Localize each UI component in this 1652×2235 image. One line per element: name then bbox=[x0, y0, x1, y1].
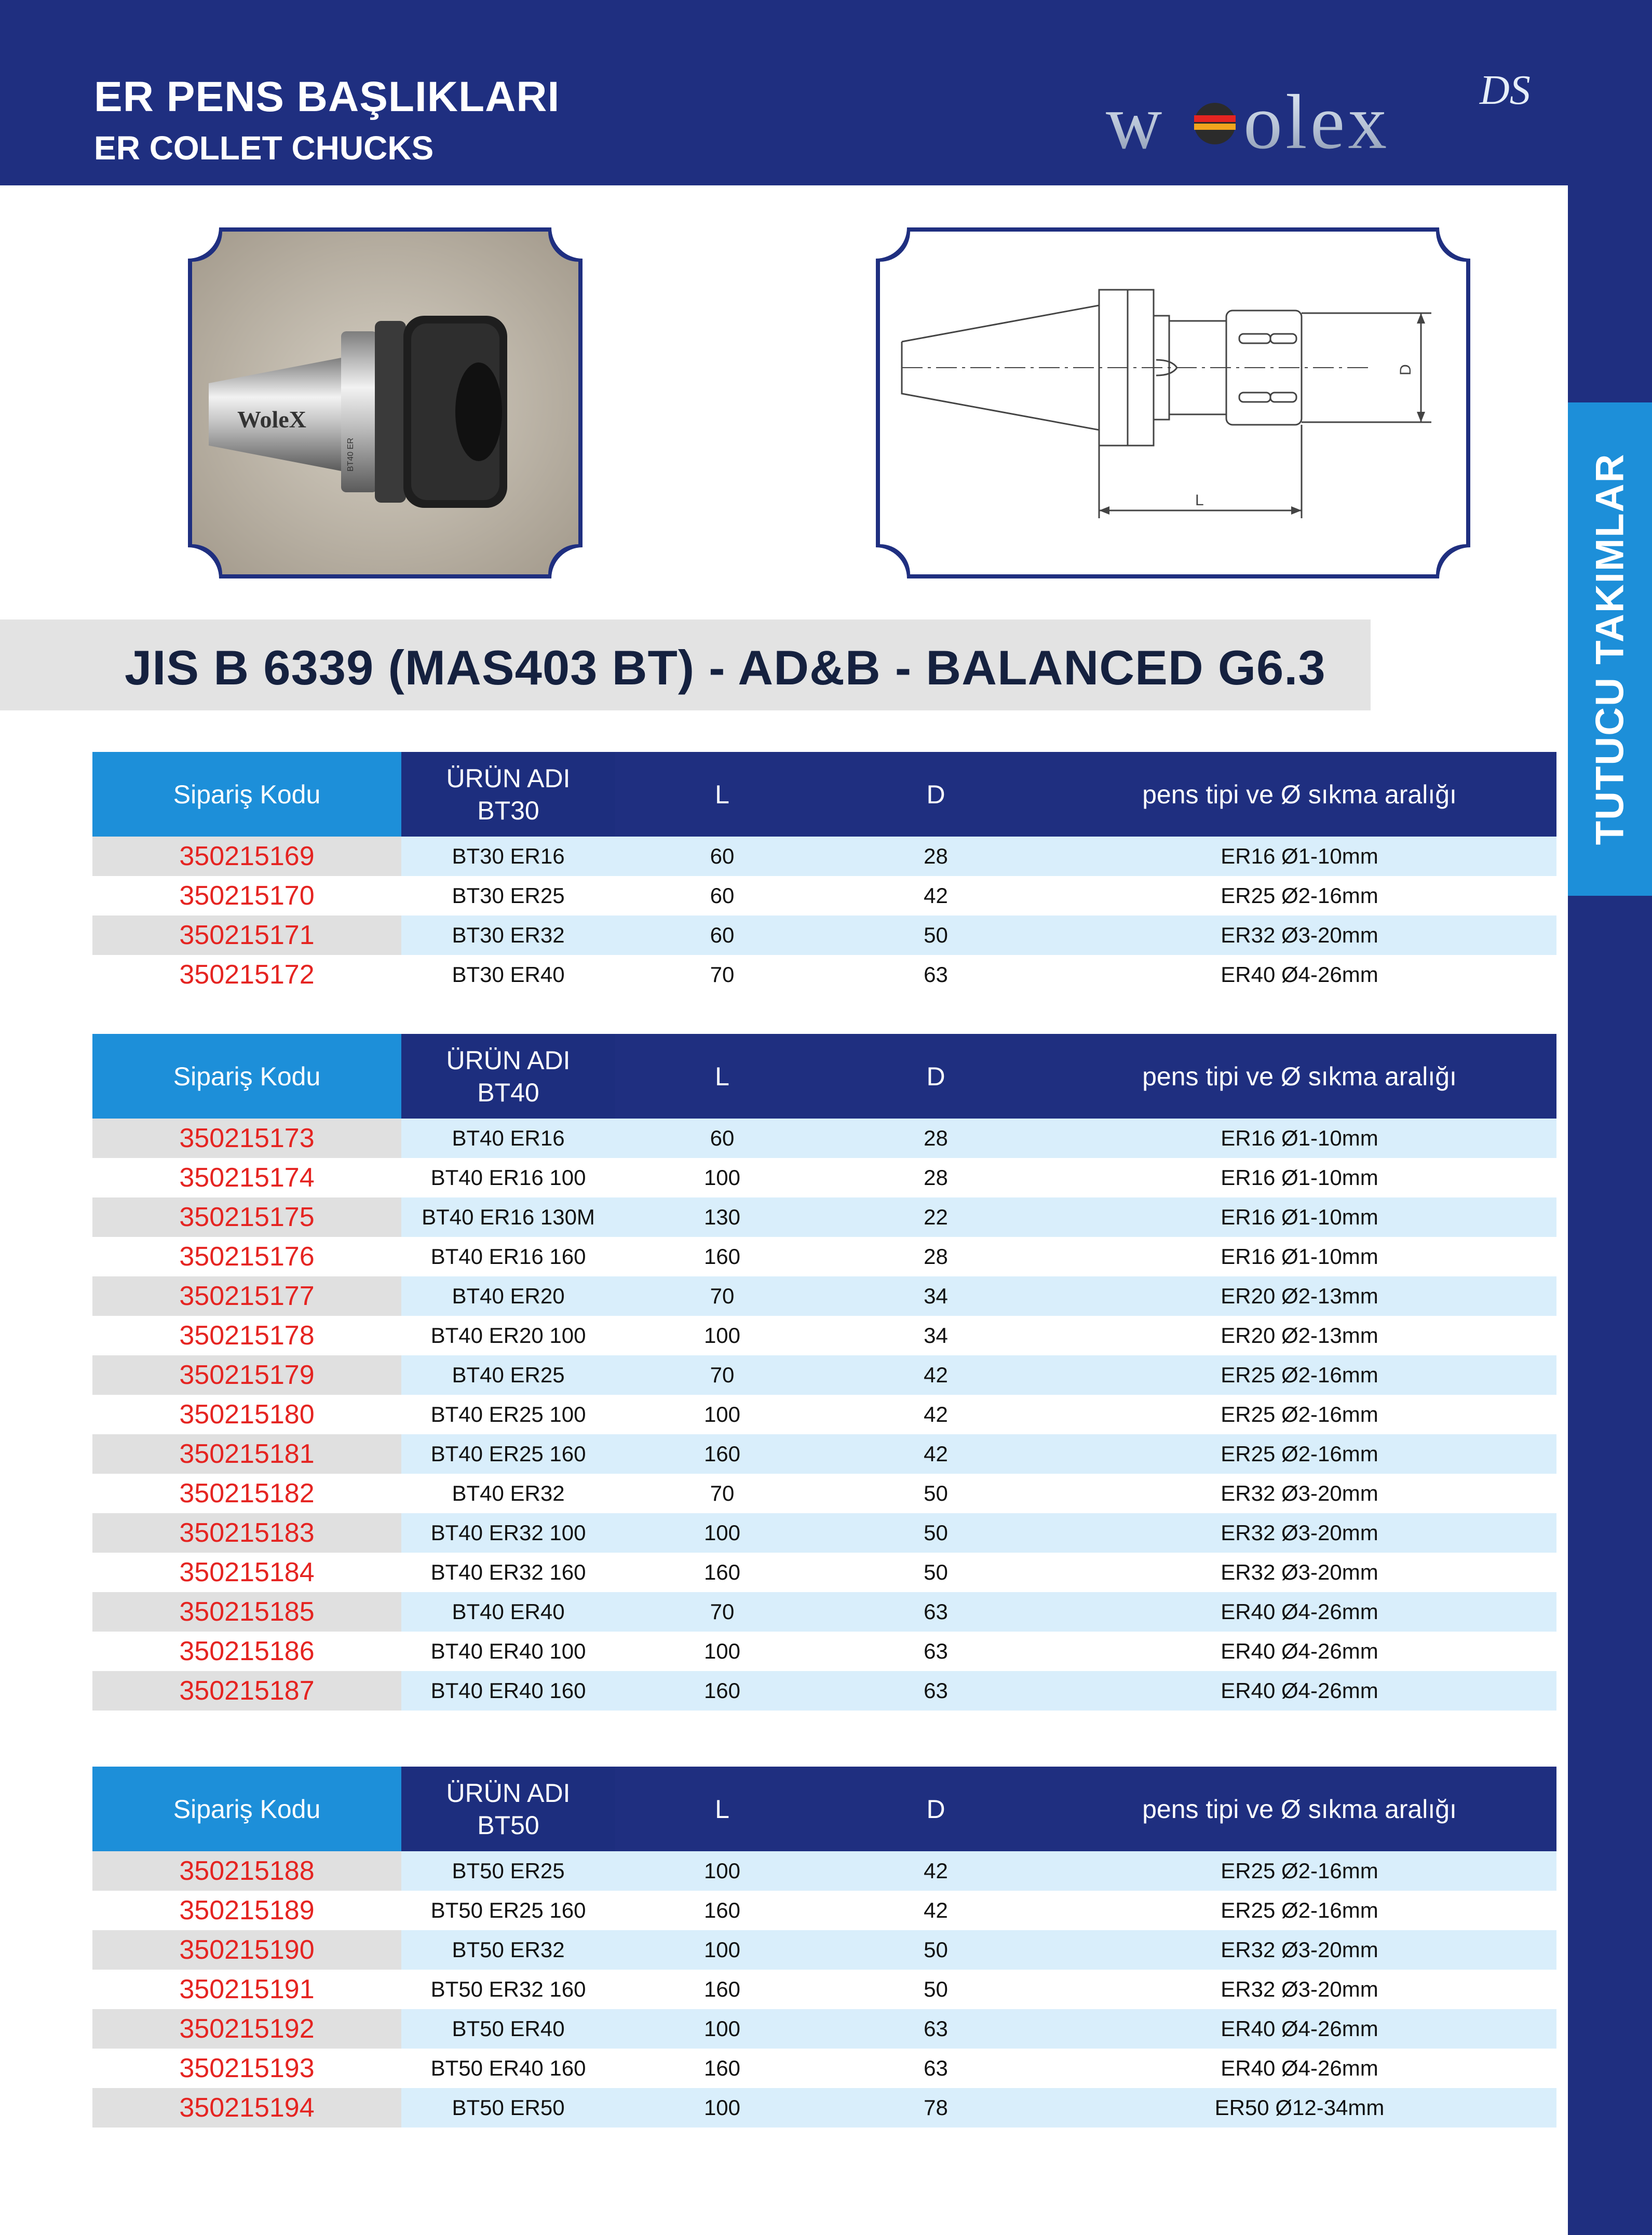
table-row bbox=[92, 1158, 1556, 1197]
order-code-cell: 350215182 bbox=[92, 1474, 401, 1513]
product-name-cell: BT30 ER25 bbox=[401, 876, 615, 915]
order-code-cell: 350215190 bbox=[92, 1930, 401, 1970]
product-name-cell: BT50 ER50 bbox=[401, 2088, 615, 2128]
l-value-cell: 100 bbox=[615, 1513, 829, 1553]
order-code-cell: 350215171 bbox=[92, 915, 401, 955]
order-code-cell: 350215172 bbox=[92, 955, 401, 994]
d-value-cell: 50 bbox=[829, 1930, 1042, 1970]
header-collet-range: pens tipi ve Ø sıkma aralığı bbox=[1042, 1767, 1556, 1851]
order-code-cell: 350215169 bbox=[92, 837, 401, 876]
l-value-cell: 100 bbox=[615, 2009, 829, 2049]
d-value-cell: 42 bbox=[829, 1891, 1042, 1930]
product-name-cell: BT40 ER32 100 bbox=[401, 1513, 615, 1553]
table-row bbox=[92, 1553, 1556, 1592]
l-value-cell: 60 bbox=[615, 915, 829, 955]
d-value-cell: 63 bbox=[829, 1671, 1042, 1711]
table-header bbox=[92, 752, 1556, 837]
table-body bbox=[92, 1119, 1556, 1711]
product-name-cell: BT50 ER25 bbox=[401, 1851, 615, 1891]
collet-range-cell: ER20 Ø2-13mm bbox=[1042, 1276, 1556, 1316]
collet-range-cell: ER25 Ø2-16mm bbox=[1042, 1395, 1556, 1434]
order-code-cell: 350215180 bbox=[92, 1395, 401, 1434]
l-value-cell: 160 bbox=[615, 2049, 829, 2088]
order-code-cell: 350215178 bbox=[92, 1316, 401, 1355]
order-code-cell: 350215170 bbox=[92, 876, 401, 915]
collet-range-cell: ER40 Ø4-26mm bbox=[1042, 1671, 1556, 1711]
header-product-name-line2: BT50 bbox=[477, 1810, 539, 1840]
drawing-label-l: L bbox=[1195, 492, 1204, 509]
svg-text:DS: DS bbox=[1480, 68, 1531, 113]
table-row bbox=[92, 1632, 1556, 1671]
d-value-cell: 42 bbox=[829, 876, 1042, 915]
d-value-cell: 42 bbox=[829, 1395, 1042, 1434]
header-product-name-line1: ÜRÜN ADI bbox=[446, 1778, 571, 1808]
table-bt50 bbox=[92, 1767, 1556, 2128]
order-code-cell: 350215191 bbox=[92, 1970, 401, 2009]
l-value-cell: 100 bbox=[615, 1158, 829, 1197]
d-value-cell: 28 bbox=[829, 837, 1042, 876]
order-code-cell: 350215187 bbox=[92, 1671, 401, 1711]
product-name-cell: BT40 ER40 160 bbox=[401, 1671, 615, 1711]
d-value-cell: 34 bbox=[829, 1316, 1042, 1355]
product-name-cell: BT40 ER40 100 bbox=[401, 1632, 615, 1671]
table-row bbox=[92, 1316, 1556, 1355]
product-name-cell: BT50 ER32 160 bbox=[401, 1970, 615, 2009]
d-value-cell: 50 bbox=[829, 915, 1042, 955]
table-row bbox=[92, 1355, 1556, 1395]
d-value-cell: 42 bbox=[829, 1355, 1042, 1395]
table-row bbox=[92, 1237, 1556, 1276]
collet-range-cell: ER40 Ø4-26mm bbox=[1042, 955, 1556, 994]
order-code-cell: 350215186 bbox=[92, 1632, 401, 1671]
order-code-cell: 350215175 bbox=[92, 1197, 401, 1237]
collet-range-cell: ER25 Ø2-16mm bbox=[1042, 1891, 1556, 1930]
product-name-cell: BT40 ER25 160 bbox=[401, 1434, 615, 1474]
table-row bbox=[92, 1119, 1556, 1158]
header-l: L bbox=[615, 752, 829, 837]
table-header bbox=[92, 1034, 1556, 1119]
table-header bbox=[92, 1767, 1556, 1851]
order-code-cell: 350215193 bbox=[92, 2049, 401, 2088]
l-value-cell: 100 bbox=[615, 1930, 829, 1970]
header-order-code: Sipariş Kodu bbox=[92, 1034, 401, 1119]
collet-range-cell: ER32 Ø3-20mm bbox=[1042, 1553, 1556, 1592]
d-value-cell: 63 bbox=[829, 1592, 1042, 1632]
l-value-cell: 100 bbox=[615, 2088, 829, 2128]
collet-range-cell: ER32 Ø3-20mm bbox=[1042, 1930, 1556, 1970]
header-l: L bbox=[615, 1034, 829, 1119]
l-value-cell: 60 bbox=[615, 876, 829, 915]
table-row bbox=[92, 1851, 1556, 1891]
table-row bbox=[92, 2088, 1556, 2128]
order-code-cell: 350215177 bbox=[92, 1276, 401, 1316]
order-code-cell: 350215179 bbox=[92, 1355, 401, 1395]
side-category-label: TUTUCU TAKIMLAR bbox=[1588, 453, 1632, 845]
table-row bbox=[92, 1395, 1556, 1434]
product-name-cell: BT50 ER32 bbox=[401, 1930, 615, 1970]
collet-range-cell: ER16 Ø1-10mm bbox=[1042, 1237, 1556, 1276]
l-value-cell: 100 bbox=[615, 1851, 829, 1891]
technical-drawing bbox=[876, 227, 1470, 578]
table-body bbox=[92, 1851, 1556, 2128]
l-value-cell: 70 bbox=[615, 955, 829, 994]
svg-text:olex: olex bbox=[1243, 79, 1390, 165]
d-value-cell: 50 bbox=[829, 1474, 1042, 1513]
collet-range-cell: ER32 Ø3-20mm bbox=[1042, 1474, 1556, 1513]
table-row bbox=[92, 1197, 1556, 1237]
l-value-cell: 60 bbox=[615, 837, 829, 876]
collet-range-cell: ER16 Ø1-10mm bbox=[1042, 1197, 1556, 1237]
collet-range-cell: ER32 Ø3-20mm bbox=[1042, 1513, 1556, 1553]
product-name-cell: BT40 ER25 bbox=[401, 1355, 615, 1395]
collet-range-cell: ER40 Ø4-26mm bbox=[1042, 1592, 1556, 1632]
collet-range-cell: ER25 Ø2-16mm bbox=[1042, 1355, 1556, 1395]
l-value-cell: 160 bbox=[615, 1237, 829, 1276]
product-name-cell: BT40 ER16 130M bbox=[401, 1197, 615, 1237]
table-row bbox=[92, 2049, 1556, 2088]
collet-range-cell: ER40 Ø4-26mm bbox=[1042, 1632, 1556, 1671]
header-collet-range: pens tipi ve Ø sıkma aralığı bbox=[1042, 752, 1556, 837]
d-value-cell: 50 bbox=[829, 1970, 1042, 2009]
l-value-cell: 100 bbox=[615, 1395, 829, 1434]
l-value-cell: 60 bbox=[615, 1119, 829, 1158]
product-name-cell: BT30 ER16 bbox=[401, 837, 615, 876]
order-code-cell: 350215192 bbox=[92, 2009, 401, 2049]
header-product-name bbox=[401, 752, 615, 837]
table-row bbox=[92, 876, 1556, 915]
d-value-cell: 50 bbox=[829, 1513, 1042, 1553]
product-name-cell: BT50 ER25 160 bbox=[401, 1891, 615, 1930]
l-value-cell: 160 bbox=[615, 1891, 829, 1930]
page-title: ER PENS BAŞLIKLARI bbox=[94, 73, 560, 120]
product-name-cell: BT40 ER40 bbox=[401, 1592, 615, 1632]
d-value-cell: 22 bbox=[829, 1197, 1042, 1237]
d-value-cell: 42 bbox=[829, 1851, 1042, 1891]
table-row bbox=[92, 1276, 1556, 1316]
d-value-cell: 63 bbox=[829, 955, 1042, 994]
header-product-name-line1: ÜRÜN ADI bbox=[446, 1045, 571, 1075]
collet-range-cell: ER16 Ø1-10mm bbox=[1042, 837, 1556, 876]
svg-text:w: w bbox=[1106, 79, 1166, 165]
d-value-cell: 50 bbox=[829, 1553, 1042, 1592]
order-code-cell: 350215174 bbox=[92, 1158, 401, 1197]
header-d: D bbox=[829, 1767, 1042, 1851]
table-row bbox=[92, 837, 1556, 876]
collet-range-cell: ER16 Ø1-10mm bbox=[1042, 1119, 1556, 1158]
product-name-cell: BT40 ER16 bbox=[401, 1119, 615, 1158]
collet-range-cell: ER40 Ø4-26mm bbox=[1042, 2009, 1556, 2049]
header-product-name bbox=[401, 1767, 615, 1851]
order-code-cell: 350215183 bbox=[92, 1513, 401, 1553]
collet-range-cell: ER20 Ø2-13mm bbox=[1042, 1316, 1556, 1355]
order-code-cell: 350215176 bbox=[92, 1237, 401, 1276]
product-name-cell: BT50 ER40 160 bbox=[401, 2049, 615, 2088]
order-code-cell: 350215185 bbox=[92, 1592, 401, 1632]
l-value-cell: 130 bbox=[615, 1197, 829, 1237]
product-photo bbox=[188, 227, 583, 578]
product-name-cell: BT40 ER20 bbox=[401, 1276, 615, 1316]
collet-range-cell: ER25 Ø2-16mm bbox=[1042, 1434, 1556, 1474]
table-row bbox=[92, 1592, 1556, 1632]
header-product-name-line1: ÜRÜN ADI bbox=[446, 763, 571, 793]
product-name-cell: BT40 ER16 100 bbox=[401, 1158, 615, 1197]
header-order-code: Sipariş Kodu bbox=[92, 1767, 401, 1851]
header-product-name-line2: BT30 bbox=[477, 796, 539, 825]
product-name-cell: BT40 ER16 160 bbox=[401, 1237, 615, 1276]
table-row bbox=[92, 915, 1556, 955]
header-d: D bbox=[829, 752, 1042, 837]
table-row bbox=[92, 1671, 1556, 1711]
order-code-cell: 350215173 bbox=[92, 1119, 401, 1158]
d-value-cell: 28 bbox=[829, 1158, 1042, 1197]
collet-range-cell: ER25 Ø2-16mm bbox=[1042, 876, 1556, 915]
product-name-cell: BT40 ER20 100 bbox=[401, 1316, 615, 1355]
d-value-cell: 78 bbox=[829, 2088, 1042, 2128]
header-order-code: Sipariş Kodu bbox=[92, 752, 401, 837]
l-value-cell: 160 bbox=[615, 1553, 829, 1592]
photo-side-text: BT40 ER bbox=[346, 438, 355, 472]
collet-range-cell: ER25 Ø2-16mm bbox=[1042, 1851, 1556, 1891]
table-row bbox=[92, 1513, 1556, 1553]
l-value-cell: 70 bbox=[615, 1276, 829, 1316]
collet-range-cell: ER32 Ø3-20mm bbox=[1042, 915, 1556, 955]
header-collet-range: pens tipi ve Ø sıkma aralığı bbox=[1042, 1034, 1556, 1119]
product-name-cell: BT40 ER32 bbox=[401, 1474, 615, 1513]
d-value-cell: 28 bbox=[829, 1119, 1042, 1158]
table-bt40 bbox=[92, 1034, 1556, 1711]
drawing-label-d: D bbox=[1397, 364, 1414, 375]
table-row bbox=[92, 2009, 1556, 2049]
l-value-cell: 70 bbox=[615, 1592, 829, 1632]
header-product-name-line2: BT40 bbox=[477, 1078, 539, 1107]
standard-title: JIS B 6339 (MAS403 BT) - AD&B - BALANCED G6.3 bbox=[125, 640, 1326, 695]
l-value-cell: 160 bbox=[615, 1970, 829, 2009]
collet-range-cell: ER40 Ø4-26mm bbox=[1042, 2049, 1556, 2088]
header-product-name bbox=[401, 1034, 615, 1119]
table-row bbox=[92, 1474, 1556, 1513]
table-bt30 bbox=[92, 752, 1556, 994]
table-row bbox=[92, 955, 1556, 994]
table-row bbox=[92, 1434, 1556, 1474]
d-value-cell: 28 bbox=[829, 1237, 1042, 1276]
header-l: L bbox=[615, 1767, 829, 1851]
l-value-cell: 160 bbox=[615, 1434, 829, 1474]
d-value-cell: 63 bbox=[829, 1632, 1042, 1671]
table-row bbox=[92, 1891, 1556, 1930]
logo-ball-icon bbox=[1194, 103, 1236, 144]
header-d: D bbox=[829, 1034, 1042, 1119]
order-code-cell: 350215189 bbox=[92, 1891, 401, 1930]
table-body bbox=[92, 837, 1556, 994]
photo-engraving: WoleX bbox=[237, 406, 306, 433]
l-value-cell: 100 bbox=[615, 1632, 829, 1671]
product-name-cell: BT30 ER32 bbox=[401, 915, 615, 955]
d-value-cell: 63 bbox=[829, 2009, 1042, 2049]
order-code-cell: 350215188 bbox=[92, 1851, 401, 1891]
collet-range-cell: ER32 Ø3-20mm bbox=[1042, 1970, 1556, 2009]
d-value-cell: 34 bbox=[829, 1276, 1042, 1316]
l-value-cell: 160 bbox=[615, 1671, 829, 1711]
d-value-cell: 42 bbox=[829, 1434, 1042, 1474]
l-value-cell: 70 bbox=[615, 1355, 829, 1395]
collet-range-cell: ER16 Ø1-10mm bbox=[1042, 1158, 1556, 1197]
collet-range-cell: ER50 Ø12-34mm bbox=[1042, 2088, 1556, 2128]
product-name-cell: BT50 ER40 bbox=[401, 2009, 615, 2049]
page-subtitle: ER COLLET CHUCKS bbox=[94, 129, 434, 167]
product-name-cell: BT40 ER32 160 bbox=[401, 1553, 615, 1592]
l-value-cell: 70 bbox=[615, 1474, 829, 1513]
table-row bbox=[92, 1930, 1556, 1970]
order-code-cell: 350215194 bbox=[92, 2088, 401, 2128]
order-code-cell: 350215181 bbox=[92, 1434, 401, 1474]
woolex-logo bbox=[1106, 62, 1563, 166]
order-code-cell: 350215184 bbox=[92, 1553, 401, 1592]
table-row bbox=[92, 1970, 1556, 2009]
l-value-cell: 100 bbox=[615, 1316, 829, 1355]
product-name-cell: BT40 ER25 100 bbox=[401, 1395, 615, 1434]
d-value-cell: 63 bbox=[829, 2049, 1042, 2088]
product-name-cell: BT30 ER40 bbox=[401, 955, 615, 994]
